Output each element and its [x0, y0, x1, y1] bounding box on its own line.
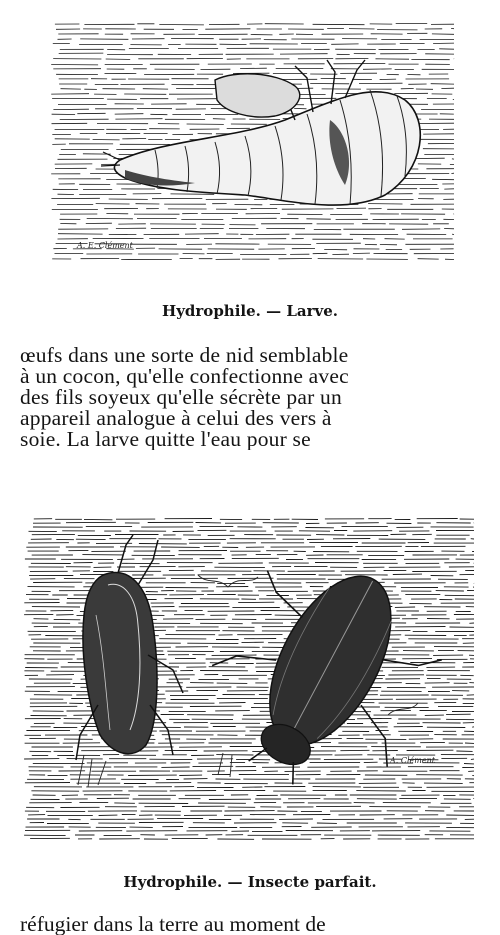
hatch-line: [33, 795, 474, 796]
body-paragraph: [20, 345, 500, 450]
hatch-line: [58, 228, 454, 230]
hatch-line: [29, 530, 475, 531]
hatch-line: [25, 558, 474, 559]
engraver-signature: A. Clément: [390, 756, 435, 765]
hatch-line: [52, 208, 454, 209]
hatch-line: [25, 742, 474, 743]
text-line: des fils soyeux qu'elle sécrète par un: [20, 385, 342, 409]
figure-caption-adult: Hydrophile. — Insecte parfait.: [123, 873, 377, 891]
hatch-line: [27, 819, 474, 820]
hatch-line: [29, 574, 474, 576]
hatch-line: [26, 827, 475, 828]
hatch-line: [52, 259, 454, 260]
hatch-line: [58, 33, 454, 35]
hatch-line: [29, 802, 471, 803]
engraver-signature: A. E. Clément: [77, 241, 133, 250]
hatch-line: [30, 838, 474, 839]
hatch-line: [32, 747, 475, 748]
text-line: à un cocon, qu'elle confectionne avec: [20, 364, 349, 388]
hatch-line: [27, 779, 474, 780]
text-line: œufs dans une sorte de nid semblable: [20, 345, 349, 367]
text-line: appareil analogue à celui des vers à: [20, 406, 332, 430]
hatch-line: [60, 48, 454, 50]
hatch-line: [53, 43, 454, 45]
hatch-line: [28, 815, 474, 816]
hatch-line: [26, 730, 474, 731]
hatch-line: [60, 218, 454, 219]
hatch-line: [25, 811, 474, 812]
hatch-line: [29, 750, 472, 752]
hatch-line: [33, 526, 474, 527]
hatch-line: [24, 835, 474, 836]
hatch-line: [58, 234, 454, 235]
hatch-line: [31, 563, 474, 564]
hatch-line: [32, 554, 474, 555]
hatch-line: [25, 718, 474, 719]
hatch-line: [60, 213, 454, 214]
hatch-line: [34, 787, 474, 788]
hatch-line: [26, 806, 474, 808]
hatch-line: [51, 198, 454, 199]
hatch-line: [29, 738, 474, 739]
hatch-line: [55, 253, 455, 255]
hatch-line: [53, 58, 454, 59]
hatch-line: [56, 29, 454, 30]
hatch-line: [32, 534, 470, 535]
hatch-line: [33, 522, 474, 523]
hatch-line: [29, 774, 474, 775]
hatch-line: [29, 771, 474, 772]
hatch-line: [58, 39, 455, 40]
hatch-line: [57, 204, 454, 205]
hatch-line: [28, 543, 474, 544]
hatch-line: [31, 798, 475, 799]
figure-caption-larva: Hydrophile. — Larve.: [162, 302, 338, 320]
hatch-line: [58, 238, 453, 239]
hatch-line: [59, 53, 454, 55]
hatch-line: [51, 64, 450, 65]
larva-illustration: [45, 20, 460, 285]
hatch-line: [60, 223, 449, 225]
hatch-line: [55, 24, 454, 25]
hatch-line: [30, 570, 474, 571]
hatch-line: [30, 822, 474, 823]
hatch-line: [34, 519, 474, 520]
hatch-line: [31, 791, 474, 792]
hatch-line: [31, 539, 474, 540]
hatch-line: [29, 766, 475, 767]
hatch-line: [25, 735, 475, 736]
hatch-line: [29, 566, 475, 567]
adult-beetle-illustration: [18, 515, 480, 845]
hatch-line: [28, 550, 474, 551]
text-line: soie. La larve quitte l'eau pour se: [20, 427, 311, 450]
hatch-line: [25, 830, 470, 831]
hatch-line: [26, 546, 465, 547]
larva-drawing: [101, 60, 420, 205]
hatch-line: [30, 578, 468, 579]
text-line-continuation: réfugier dans la terre au moment de: [20, 914, 326, 935]
hatch-line: [53, 68, 454, 69]
hatch-line: [25, 783, 474, 784]
